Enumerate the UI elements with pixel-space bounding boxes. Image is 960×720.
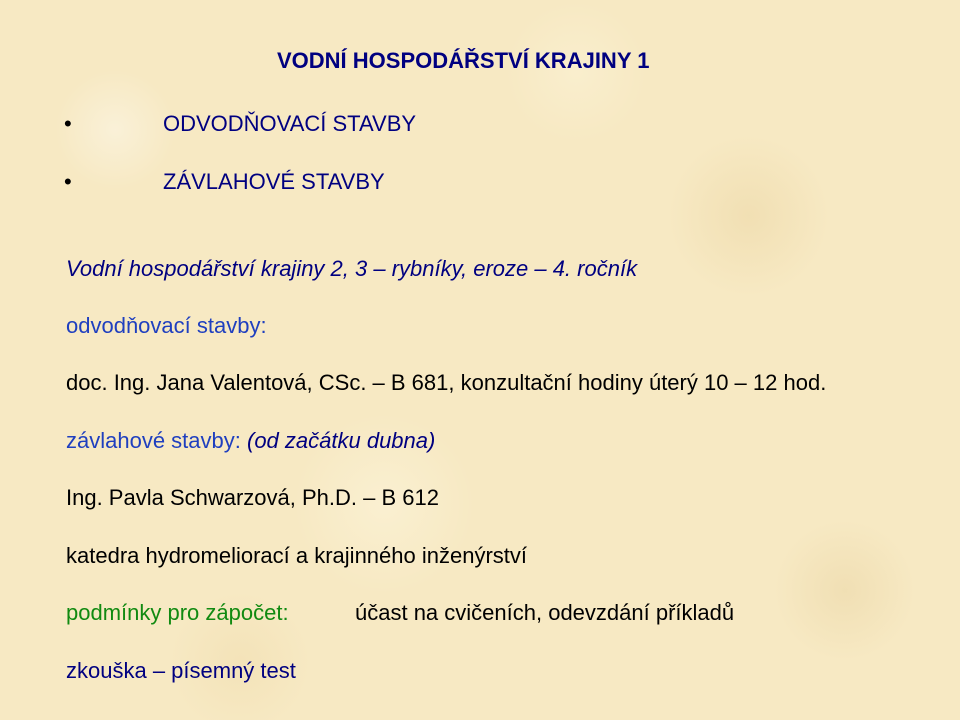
department: katedra hydromeliorací a krajinného inženýrství [66, 543, 528, 568]
exam: zkouška – písemný test [66, 658, 296, 683]
irrigation-note: (od začátku dubna) [247, 428, 436, 453]
irrigation-line [66, 428, 435, 454]
bullet-item-irrigation [0, 169, 960, 195]
irrigation-label: závlahové stavby: [66, 428, 241, 453]
bullet-item-drainage [0, 111, 960, 137]
drainage-label: odvodňovací stavby: [66, 313, 267, 338]
drainage-teacher: doc. Ing. Jana Valentová, CSc. – B 681, konzultační hodiny úterý 10 – 12 hod. [66, 370, 827, 395]
bullet-text: ODVODŇOVACÍ STAVBY [163, 111, 417, 136]
bullet-icon: • [64, 169, 72, 194]
credit-label: podmínky pro zápočet: [66, 600, 289, 625]
bullet-text: ZÁVLAHOVÉ STAVBY [163, 169, 385, 194]
course-note: Vodní hospodářství krajiny 2, 3 – rybníky, eroze – 4. ročník [66, 256, 638, 281]
credit-value: účast na cvičeních, odevzdání příkladů [355, 600, 735, 625]
bullet-icon: • [64, 111, 72, 136]
slide-title: VODNÍ HOSPODÁŘSTVÍ KRAJINY 1 [277, 48, 650, 73]
irrigation-teacher: Ing. Pavla Schwarzová, Ph.D. – B 612 [66, 485, 439, 510]
